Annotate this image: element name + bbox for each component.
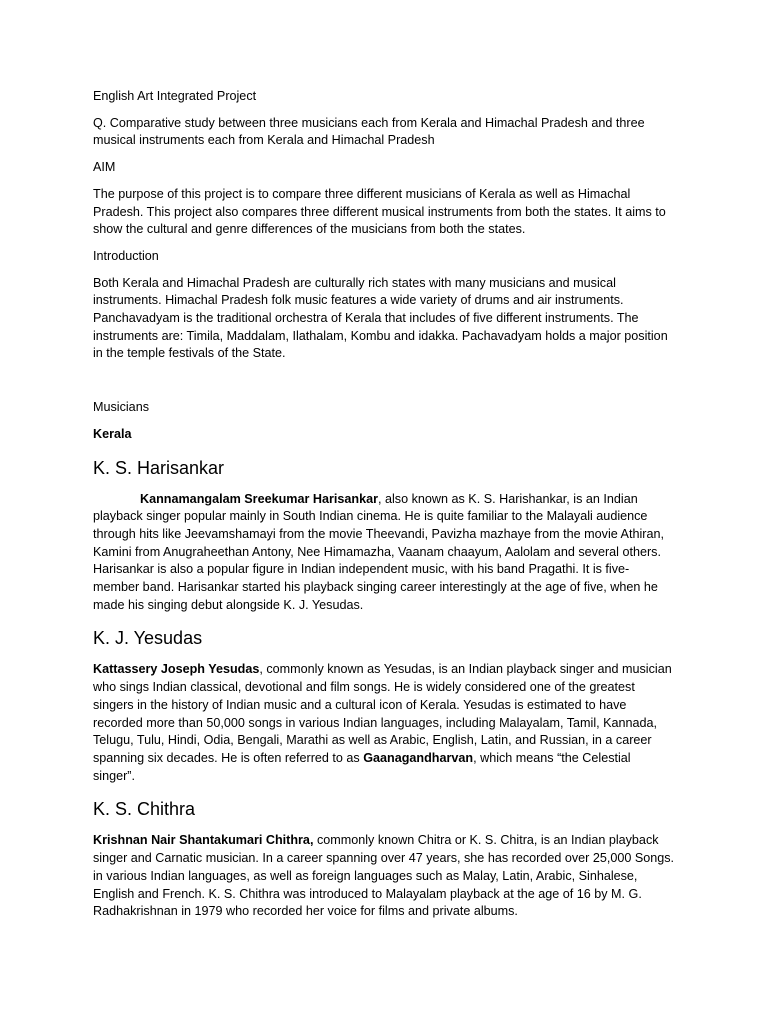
yesudas-text: , commonly known as Yesudas, is an Indian playback singer and musician who sings Indian classical, devotional and film songs. He is widely considered one of the greatest singers in the history of Indian music and a cultural icon of Kerala. Yesudas is estimated to have recorded more than 50,000 songs in various Indian languages, including Malayalam, Tamil, Kannada, Telugu, Tulu, Hindi, Odia, Bengali, Marathi as well as Arabic, English, Latin, and Russian, in a career spanning six decades. He is often referred to as — [93, 662, 672, 765]
aim-paragraph: The purpose of this project is to compare three different musicians of Kerala as well as Himachal Pradesh. This project also compares three different musical instruments from both the states. It aims to show the cultural and genre differences of the musicians from both the states. — [93, 186, 666, 237]
question-text: Q. Comparative study between three musicians each from Kerala and Himachal Pradesh and three musical instruments each from Kerala and Himachal Pradesh — [93, 115, 645, 148]
harisankar-full-name: Kannamangalam Sreekumar Harisankar — [140, 491, 378, 506]
introduction-paragraph: Both Kerala and Himachal Pradesh are culturally rich states with many musicians and musical instruments. Himachal Pradesh folk music features a wide variety of drums and air instruments. Panchavadyam is the traditional orchestra of Kerala that includes of five different instruments. The instruments are: Timila, Maddalam, Ilathalam, Kombu and idakka. Pachavadyam holds a major position in the temple festivals of the State. — [93, 275, 668, 361]
chithra-paragraph — [93, 832, 675, 921]
chithra-heading: K. S. Chithra — [93, 799, 196, 820]
chithra-text: commonly known Chitra or K. S. Chitra, is an Indian playback singer and Carnatic musician. In a career spanning over 47 years, she has recorded over 25,000 Songs. in various Indian languages, as well as foreign languages such as Malay, Latin, Arabic, Sinhalese, English and French. K. S. Chithra was introduced to Malayalam playback at the age of 16 by M. G. Radhakrishnan in 1979 who recorded her voice for films and private albums. — [93, 833, 675, 919]
musicians-heading: Musicians — [93, 400, 149, 415]
harisankar-heading: K. S. Harisankar — [93, 457, 225, 478]
blank-line — [93, 372, 675, 399]
yesudas-heading: K. J. Yesudas — [93, 628, 203, 649]
aim-heading: AIM — [93, 160, 116, 175]
document-title: English Art Integrated Project — [93, 89, 257, 103]
yesudas-full-name: Kattassery Joseph Yesudas — [93, 662, 260, 677]
introduction-heading: Introduction — [93, 248, 159, 263]
kerala-heading — [93, 426, 675, 444]
yesudas-title: Gaanagandharvan — [363, 750, 474, 765]
kerala-heading-text: Kerala — [93, 426, 132, 441]
yesudas-paragraph — [93, 661, 675, 785]
yesudas-text-end: , which means “the Celestial singer”. — [93, 750, 631, 783]
harisankar-paragraph — [93, 491, 675, 615]
harisankar-text: , also known as K. S. Harishankar, is an Indian playback singer popular mainly in South Indian cinema. He is quite familiar to the Malayali audience through hits like Jeevamshamayi from the movie Theevandi, Pavizha mazhaye from the movie Athiran, Kamini from Anugraheethan Antony, Nee Himamazha, Vaanam chaayum, Aalolam and several others. Harisankar is also a popular figure in Indian independent music, with his band Pragathi. It is five-member band. Harisankar started his playback singing career interestingly at the age of five, when he made his singing debut alongside K. J. Yesudas. — [93, 491, 664, 612]
chithra-full-name: Krishnan Nair Shantakumari Chithra, — [93, 833, 314, 848]
